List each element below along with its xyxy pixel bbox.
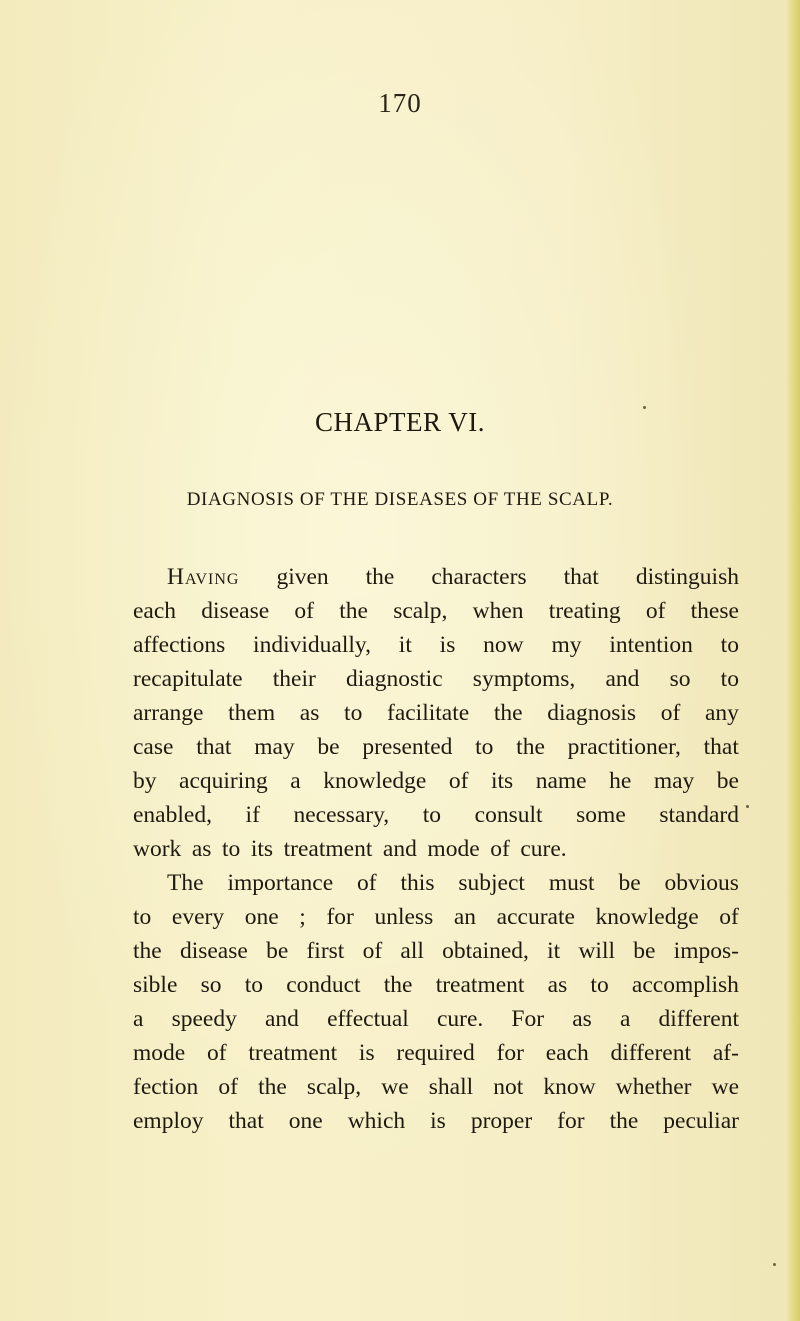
word: knowledge [323, 768, 427, 794]
word: all [400, 938, 424, 964]
word: diagnosis [547, 700, 637, 726]
text-line [133, 764, 739, 798]
word: the [516, 734, 545, 760]
word: impos- [673, 938, 739, 964]
word: knowledge [595, 904, 699, 930]
word: to [344, 700, 363, 726]
word: obvious [664, 870, 739, 896]
text-line [133, 832, 739, 866]
word: The [167, 870, 204, 896]
paragraph-1 [133, 560, 739, 866]
word: this [400, 870, 435, 896]
word: for [496, 1040, 524, 1066]
word: be [266, 938, 289, 964]
word: and [264, 1006, 299, 1032]
word: some [576, 802, 626, 828]
word: to [720, 632, 739, 658]
word: must [548, 870, 595, 896]
word: sible [133, 972, 178, 998]
word: individually, [253, 632, 371, 658]
word: it [547, 938, 561, 964]
word: every [171, 904, 225, 930]
word: when [472, 598, 524, 624]
word: of [660, 700, 681, 726]
word: if [245, 802, 260, 828]
word: that [703, 734, 739, 760]
word: of [207, 1040, 227, 1066]
word: one [288, 1108, 323, 1134]
word: the [609, 1108, 639, 1134]
word: acquiring [179, 768, 268, 794]
word: each [133, 598, 177, 624]
page-number: 170 [378, 88, 422, 118]
word: different [658, 1006, 739, 1032]
text-line [133, 594, 739, 628]
word: is [430, 1108, 446, 1134]
word: intention [609, 632, 693, 658]
word: necessary, [293, 802, 390, 828]
word: mode [133, 1040, 186, 1066]
text-line [133, 628, 739, 662]
text-line [133, 730, 739, 764]
word: whether [615, 1074, 692, 1100]
word: as [572, 1006, 592, 1032]
word: that [228, 1108, 264, 1134]
word: may [653, 768, 695, 794]
word: will [578, 938, 616, 964]
word: be [618, 870, 641, 896]
stray-mark [746, 805, 749, 808]
text-line [133, 900, 739, 934]
word: their [272, 666, 316, 692]
word: work [133, 836, 182, 862]
word: effectual [327, 1006, 409, 1032]
word: my [551, 632, 582, 658]
word: subject [458, 870, 525, 896]
word: be [317, 734, 340, 760]
word: an [453, 904, 477, 930]
word: to [244, 972, 263, 998]
text-line [133, 968, 739, 1002]
word: as [299, 700, 320, 726]
word: of [218, 1074, 238, 1100]
text-line [133, 866, 739, 900]
word: af- [712, 1040, 739, 1066]
word: name [535, 768, 587, 794]
word: he [609, 768, 632, 794]
word: and [382, 836, 417, 862]
chapter-subtitle: DIAGNOSIS OF THE DISEASES OF THE SCALP. [186, 489, 614, 510]
word: of [645, 598, 666, 624]
word: its [250, 836, 274, 862]
word: case [133, 734, 174, 760]
word: to [720, 666, 739, 692]
text-line [133, 560, 739, 594]
word: which [347, 1108, 406, 1134]
word: affections [133, 632, 226, 658]
word: diagnostic [346, 666, 443, 692]
word: is [439, 632, 456, 658]
word: any [704, 700, 739, 726]
word: its [490, 768, 514, 794]
text-line [133, 1002, 739, 1036]
word: symptoms, [472, 666, 576, 692]
word: now [483, 632, 524, 658]
word: of [490, 836, 510, 862]
word: that [196, 734, 232, 760]
word: peculiar [663, 1108, 739, 1134]
word: treatment [248, 1040, 338, 1066]
word: to [422, 802, 442, 828]
word: employ [133, 1108, 204, 1134]
word: these [690, 598, 739, 624]
word: ; [299, 904, 306, 930]
word: standard [659, 802, 739, 828]
word: to [222, 836, 241, 862]
word: so [669, 666, 691, 692]
word: unless [374, 904, 434, 930]
word: the [493, 700, 523, 726]
word: treatment [435, 972, 525, 998]
word: may [254, 734, 295, 760]
text-line [133, 662, 739, 696]
word: shall [428, 1074, 474, 1100]
text-line [133, 696, 739, 730]
word: as [191, 836, 212, 862]
word: recapitulate [133, 666, 243, 692]
text-line [133, 798, 739, 832]
word: we [711, 1074, 739, 1100]
word: of [719, 904, 739, 930]
word: to [475, 734, 494, 760]
word: know [543, 1074, 596, 1100]
word: disease [201, 598, 270, 624]
word: a [619, 1006, 631, 1032]
word: of [294, 598, 314, 624]
page-edge [786, 0, 800, 1321]
word: them [228, 700, 276, 726]
word: as [547, 972, 568, 998]
word: the [339, 598, 368, 624]
word: fection [133, 1074, 199, 1100]
word: obtained, [442, 938, 529, 964]
word: speedy [171, 1006, 237, 1032]
word: it [398, 632, 412, 658]
text-line [133, 1104, 739, 1138]
word: of [357, 870, 377, 896]
word: first [306, 938, 345, 964]
word: accomplish [631, 972, 739, 998]
word: a [133, 1006, 144, 1032]
word: for [326, 904, 354, 930]
word: the [365, 564, 395, 590]
opening-word: Having [167, 564, 240, 590]
word: For [511, 1006, 545, 1032]
word: and [605, 666, 640, 692]
word: by [133, 768, 157, 794]
chapter-title: CHAPTER VI. [314, 407, 486, 437]
word: so [200, 972, 222, 998]
word: the [133, 938, 162, 964]
word: arrange [133, 700, 204, 726]
word: each [545, 1040, 589, 1066]
word: to [133, 904, 152, 930]
body-text [133, 560, 739, 1138]
word: be [633, 938, 656, 964]
word: mode [427, 836, 480, 862]
word: given [276, 564, 329, 590]
stray-mark [643, 406, 646, 409]
text-line [133, 1036, 739, 1070]
word: different [610, 1040, 692, 1066]
word: scalp, [393, 598, 448, 624]
word: one [244, 904, 279, 930]
word: conduct [286, 972, 361, 998]
word: proper [470, 1108, 533, 1134]
word: not [493, 1074, 524, 1100]
word: of [362, 938, 383, 964]
word: disease [179, 938, 248, 964]
word: consult [474, 802, 543, 828]
word: of [448, 768, 469, 794]
word: a [290, 768, 301, 794]
word: importance [227, 870, 334, 896]
word: enabled, [133, 802, 212, 828]
word: practitioner, [567, 734, 681, 760]
word: treating [548, 598, 621, 624]
text-line [133, 1070, 739, 1104]
word: the [258, 1074, 287, 1100]
word: distinguish [635, 564, 739, 590]
stray-mark [773, 1263, 776, 1266]
word: that [563, 564, 599, 590]
word: facilitate [387, 700, 470, 726]
paragraph-2 [133, 866, 739, 1138]
word: for [557, 1108, 585, 1134]
word: cure. [436, 1006, 484, 1032]
word: is [358, 1040, 375, 1066]
word: accurate [496, 904, 575, 930]
word: scalp, [306, 1074, 362, 1100]
text-line [133, 934, 739, 968]
word: cure. [520, 836, 567, 862]
word: be [716, 768, 739, 794]
word: presented [362, 734, 453, 760]
word: the [383, 972, 413, 998]
word: characters [431, 564, 527, 590]
word: to [590, 972, 609, 998]
word: we [381, 1074, 409, 1100]
word: required [396, 1040, 475, 1066]
word: treatment [283, 836, 373, 862]
